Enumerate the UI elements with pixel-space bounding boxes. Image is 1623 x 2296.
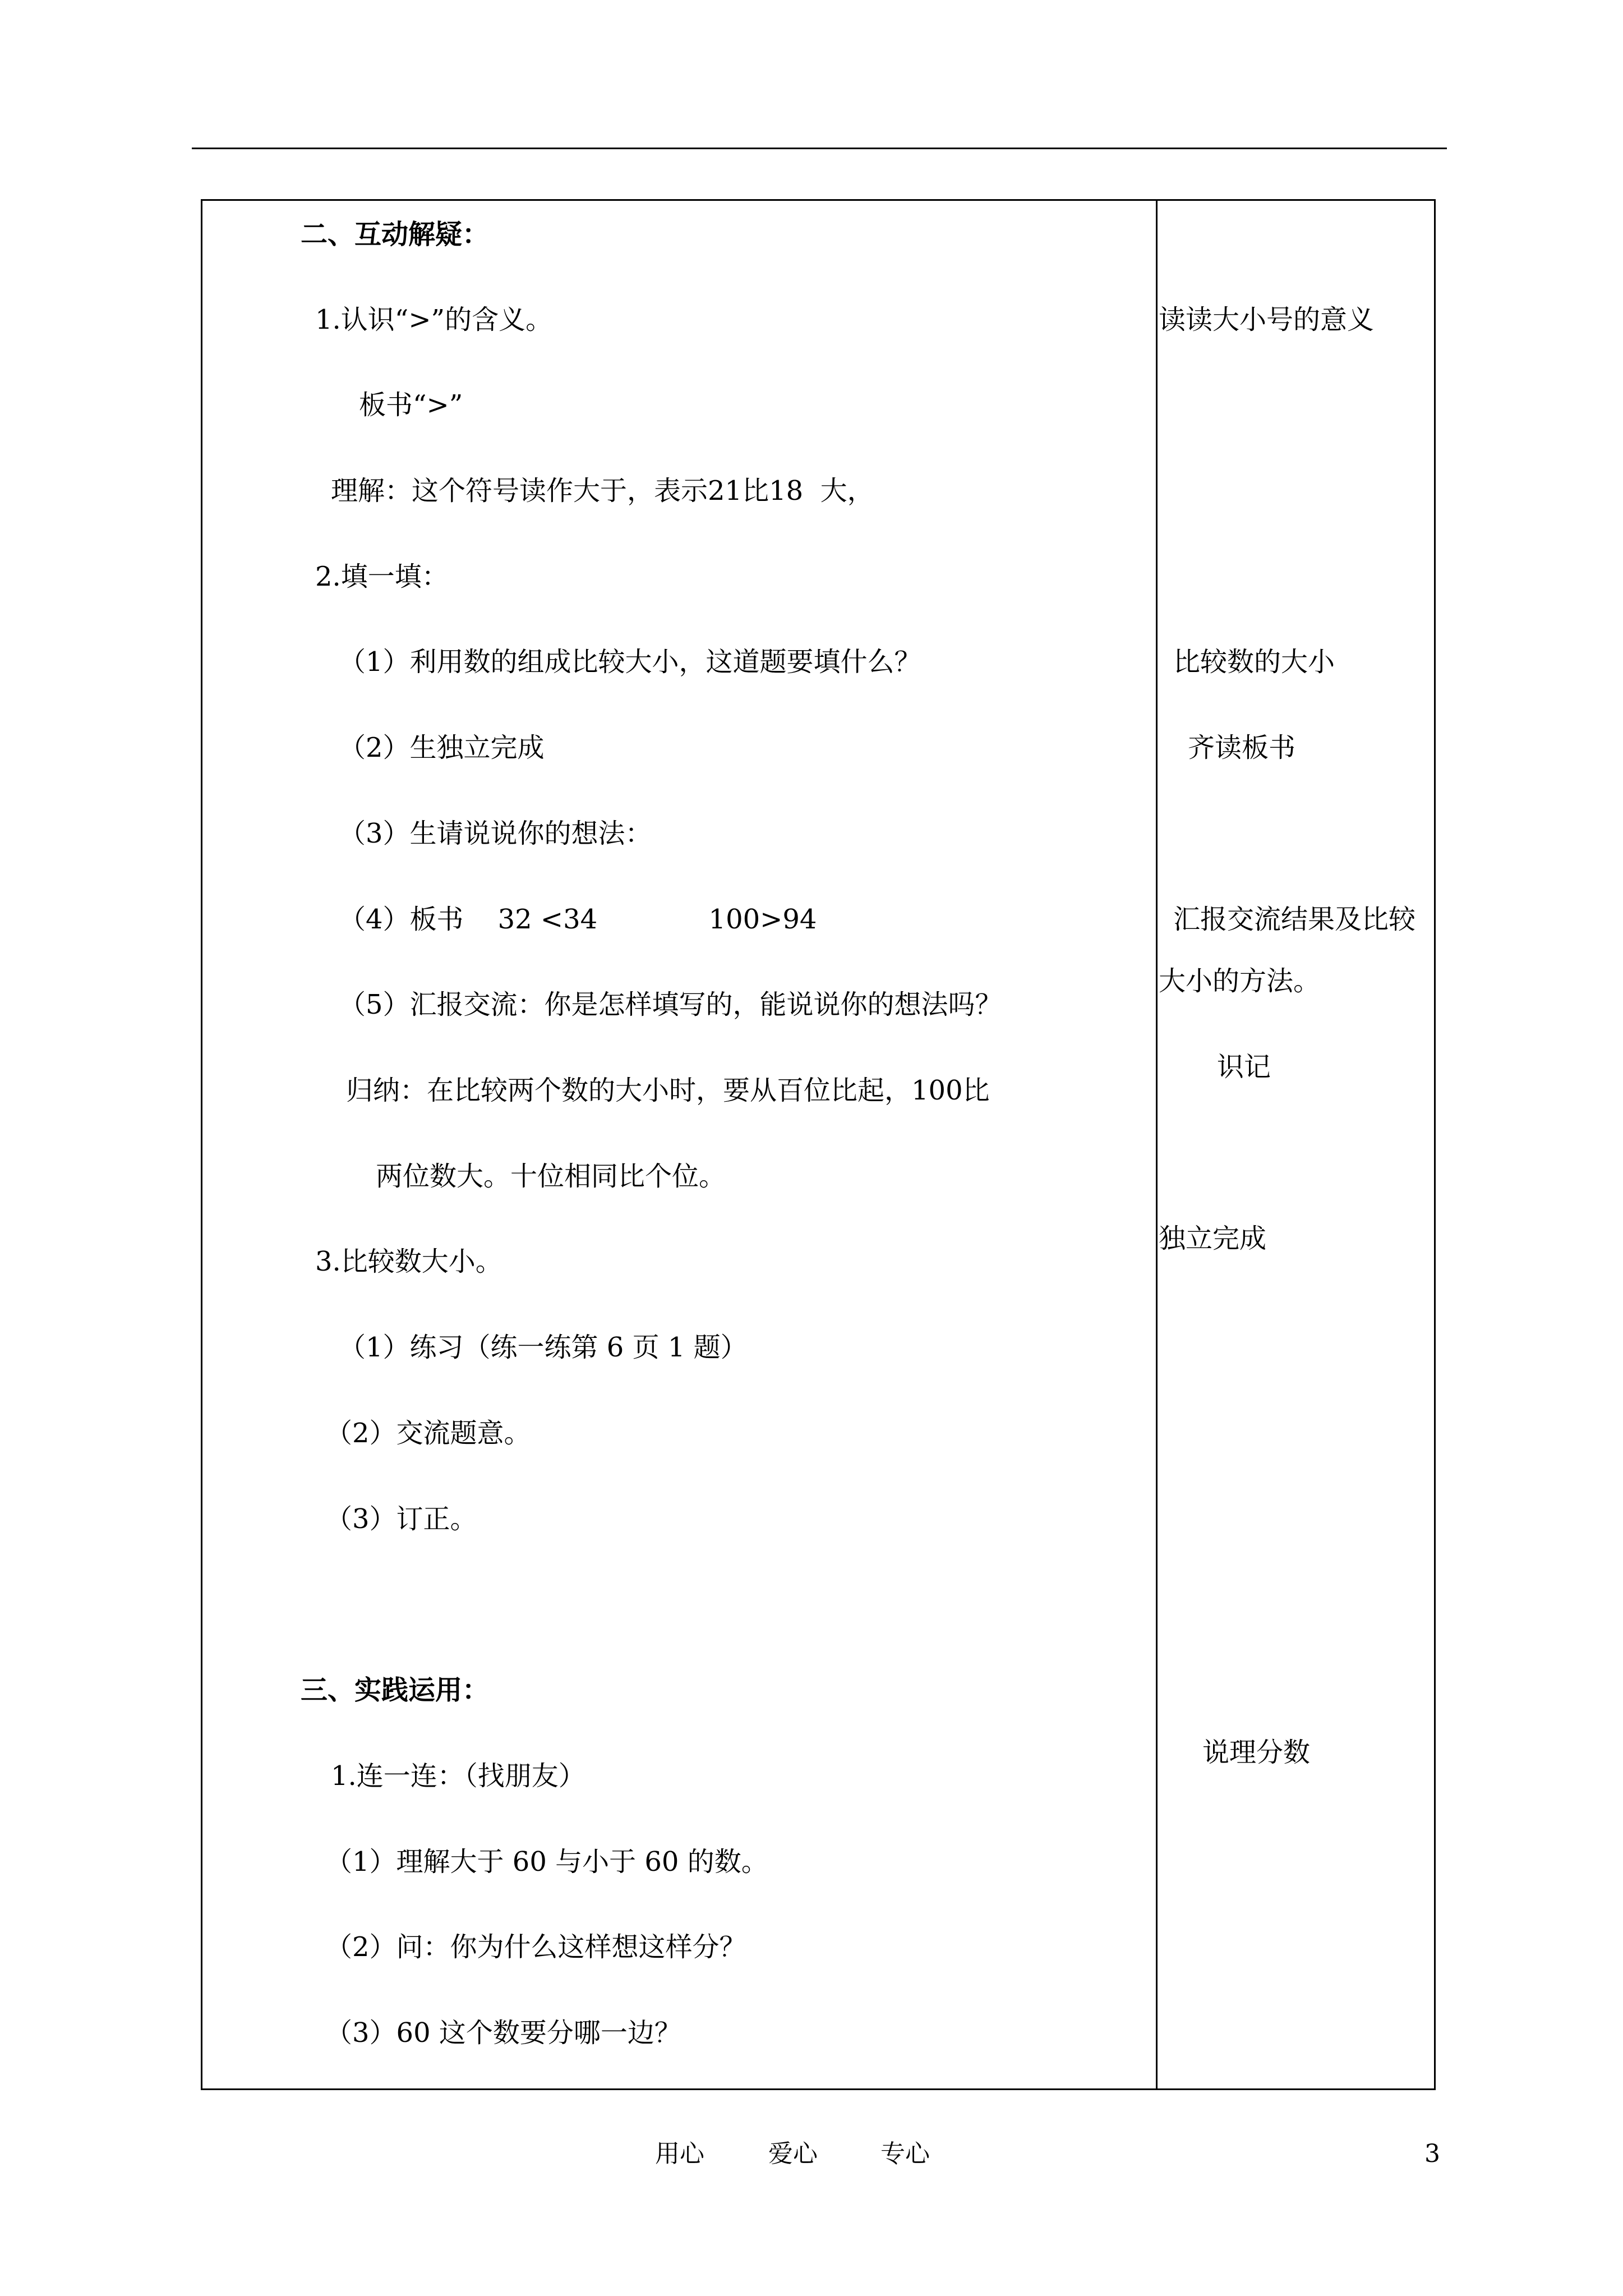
teaching-step: 1.认识“>”的含义。: [315, 304, 553, 335]
teaching-step: 两位数大。十位相同比个位。: [376, 1161, 726, 1192]
teaching-step: （1）练习（练一练第 6 页 1 题）: [339, 1332, 748, 1363]
student-activity: 比较数的大小: [1173, 646, 1335, 678]
section-heading-2: 二、互动解疑：: [301, 219, 490, 250]
footer-slogan-2: 爱心: [768, 2139, 818, 2168]
teaching-step: （2）交流题意。: [325, 1418, 531, 1449]
student-activity: 大小的方法。: [1159, 965, 1321, 997]
footer-slogan-1: 用心: [655, 2139, 704, 2168]
student-activity: 识记: [1217, 1051, 1271, 1083]
teaching-step: （1）利用数的组成比较大小，这道题要填什么？: [339, 646, 921, 678]
teaching-step: 1.连一连：（找朋友）: [331, 1760, 585, 1792]
teaching-step: （4）板书 32 <34 100>94: [339, 904, 817, 935]
header-rule: [192, 148, 1447, 149]
footer-slogan-3: 专心: [880, 2139, 930, 2168]
student-activity: 说理分数: [1202, 1737, 1311, 1768]
student-activity: 读读大小号的意义: [1159, 304, 1375, 335]
teaching-step: （5）汇报交流：你是怎样填写的，能说说你的想法吗？: [339, 989, 1002, 1020]
teaching-step: 归纳：在比较两个数的大小时，要从百位比起，100比: [346, 1075, 990, 1106]
teaching-step: 2.填一填：: [315, 561, 449, 592]
teaching-step: 板书“>”: [359, 389, 463, 421]
section-heading-3: 三、实践运用：: [301, 1674, 490, 1706]
page-number: 3: [1424, 2139, 1440, 2168]
student-activity: 独立完成: [1159, 1223, 1267, 1254]
table-column-divider: [1156, 199, 1158, 2090]
teaching-step: （3）60 这个数要分哪一边？: [325, 2017, 681, 2049]
student-activity: 汇报交流结果及比较: [1173, 904, 1416, 935]
teaching-step: （3）生请说说你的想法：: [339, 818, 652, 849]
student-activity: 齐读板书: [1188, 732, 1296, 763]
teaching-step: 3.比较数大小。: [315, 1246, 502, 1277]
teaching-step: （1）理解大于 60 与小于 60 的数。: [325, 1846, 768, 1878]
teaching-step: 理解：这个符号读作大于，表示21比18 大，: [331, 475, 874, 507]
teaching-step: （3）订正。: [325, 1503, 477, 1535]
teaching-step: （2）生独立完成: [339, 732, 545, 763]
teaching-step: （2）问：你为什么这样想这样分？: [325, 1931, 746, 1963]
